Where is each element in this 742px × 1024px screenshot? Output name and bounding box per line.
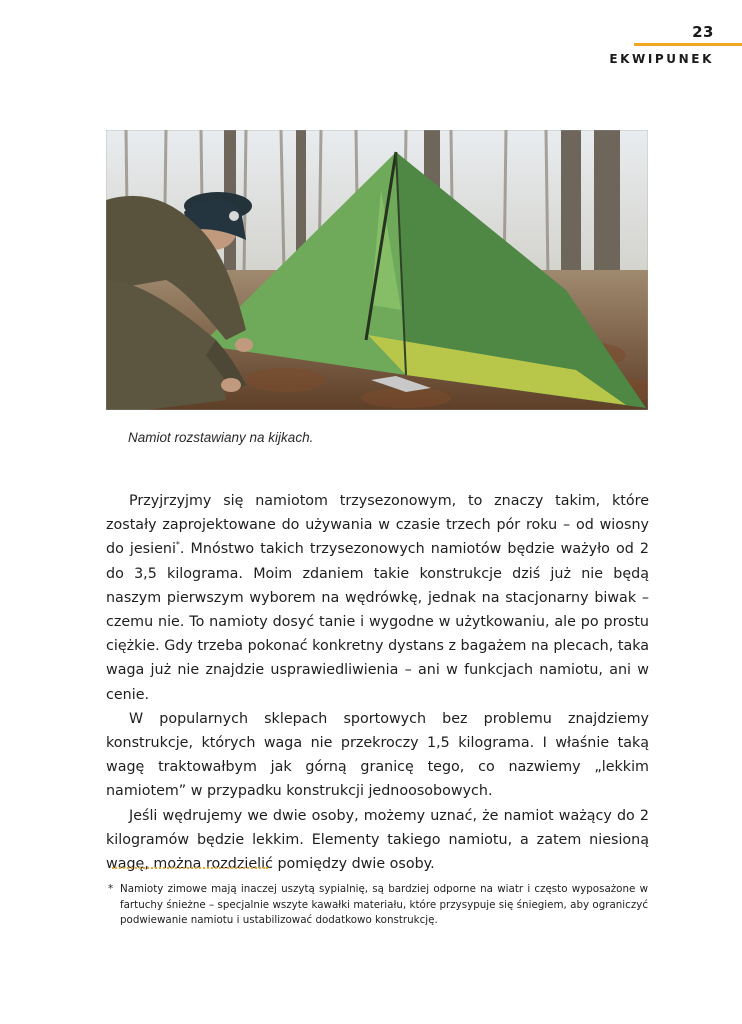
header-accent-rule (634, 43, 742, 46)
paragraph-2: W popularnych sklepach sportowych bez problemu znajdziemy konstrukcje, których waga nie przekroczy 1,5 kilograma. I właśnie taką wagę traktowałbym jak górną granicę tego, co nazwiemy „lekkim namiotem” w przypadku konstrukcji jednoosobowych. (106, 710, 649, 800)
paragraph-3: Jeśli wędrujemy we dwie osoby, możemy uznać, że namiot ważący do 2 kilogramów będzie lekkim. Elementy takiego namiotu, a zatem niesioną wagę, można rozdzielić pomiędzy dwie osoby. (106, 807, 649, 873)
footnote-separator (112, 867, 268, 869)
tent-photo (106, 130, 648, 410)
footnote-reference: * (175, 540, 180, 550)
photo-caption: Namiot rozstawiany na kijkach. (128, 430, 314, 445)
paragraph-1-continued: . Mnóstwo takich trzysezonowych namiotów będzie ważyło od 2 do 3,5 kilograma. Moim zdaniem takie konstrukcje dziś już nie będą naszym pierwszym wyborem na wędrówkę, jednak na stacjonarny biwak – czemu nie. To namioty dosyć tanie i wygodne w użytkowaniu, ale po prostu ciężkie. Gdy trzeba pokonać konkretny dystans z bagażem na plecach, taka waga już nie znajdzie usprawiedliwienia – ani w funkcjach namiotu, ani w cenie. (106, 541, 649, 703)
page-number: 23 (692, 23, 714, 41)
paragraph-1 (106, 489, 649, 707)
paragraph-1-text: Przyjrzyjmy się namiotom trzysezonowym, to znaczy takim, które zostały zaprojektowane do używania w czasie trzech pór roku – od wiosny do jesieni (106, 493, 649, 558)
section-label: EKWIPUNEK (609, 52, 714, 66)
footnote-mark: * (108, 883, 114, 895)
footnote (108, 882, 648, 929)
main-text (106, 489, 649, 876)
footnote-text: Namioty zimowe mają inaczej uszytą sypialnię, są bardziej odporne na wiatr i często wyposażone w fartuchy śnieżne – specjalnie wszyte kawałki materiału, które przysypuje się śniegiem, aby ograniczyć podwiewanie namiotu i ustabilizować dodatkowo konstrukcję. (120, 883, 648, 926)
